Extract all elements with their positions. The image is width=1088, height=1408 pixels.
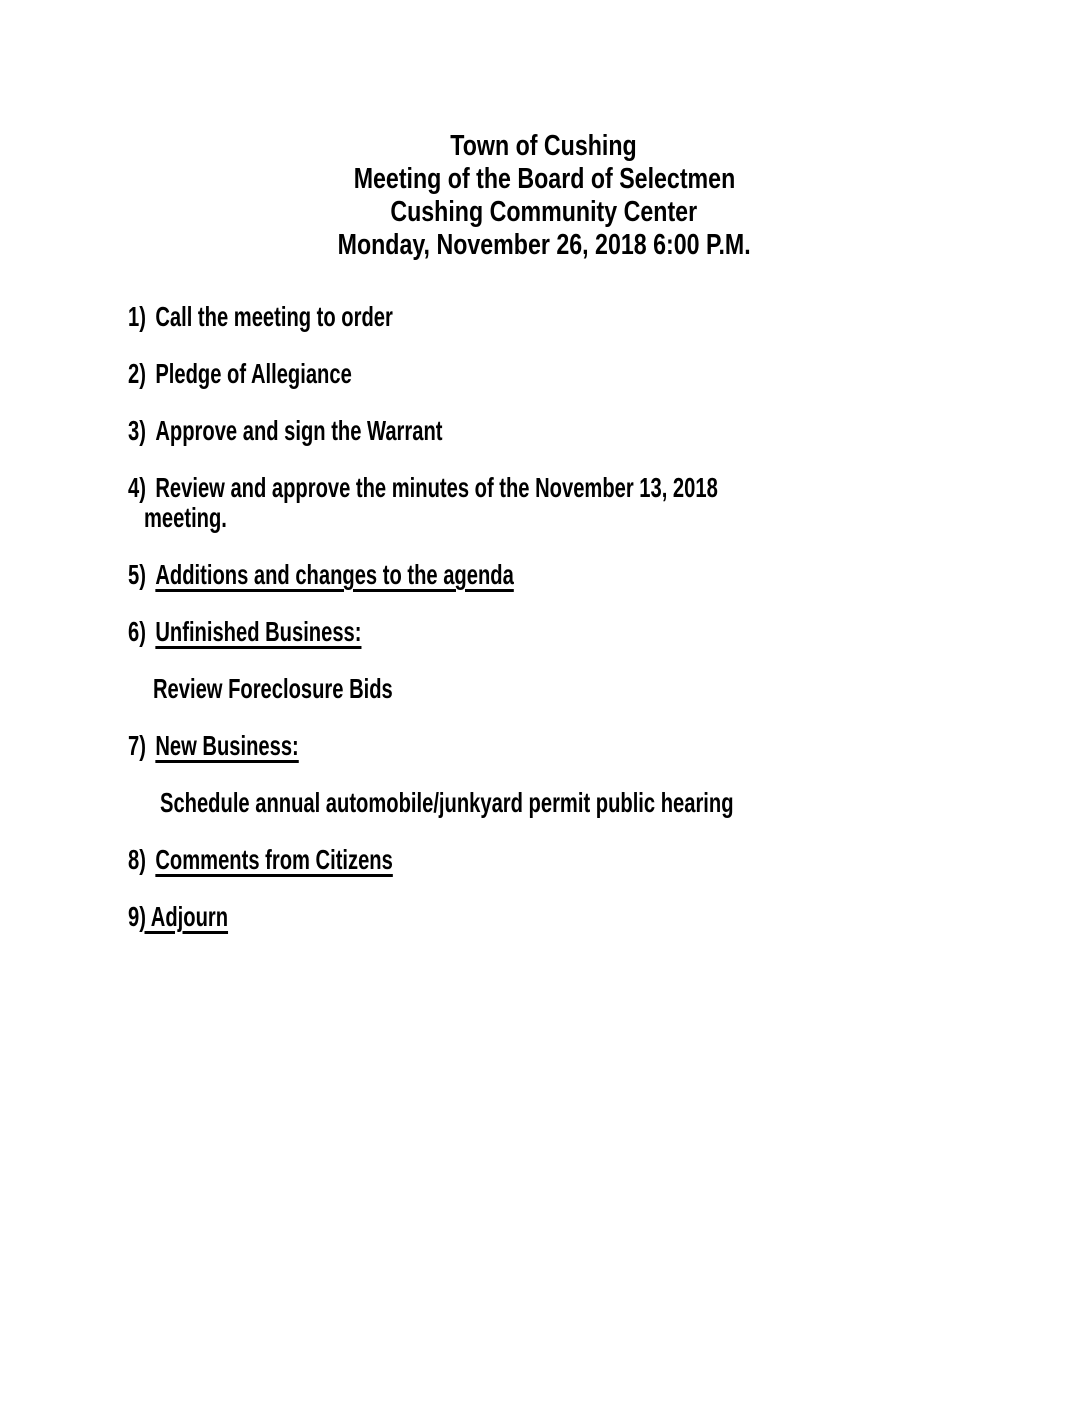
title-line-location [0, 196, 1088, 229]
agenda-item-4-continuation [0, 503, 1088, 533]
title-line-meeting-text: Meeting of the Board of Selectmen [353, 163, 735, 195]
agenda-item-9-text: ) Adjourn [139, 901, 229, 932]
agenda-item-2-number: 2) [128, 358, 146, 389]
agenda-item-7 [0, 731, 1088, 761]
document-title [0, 130, 1088, 262]
agenda-item-1 [0, 302, 1088, 332]
agenda-item-1-number: 1) [128, 301, 146, 332]
agenda-item-4-continuation-text: meeting. [144, 502, 227, 533]
agenda-item-6-sub-item [0, 674, 1088, 704]
agenda-item-3 [0, 416, 1088, 446]
agenda-item-7-sub-item-text: Schedule annual automobile/junkyard permit public hearing [160, 787, 734, 818]
agenda-item-8-number: 8) [128, 844, 146, 875]
title-line-town-text: Town of Cushing [450, 130, 638, 162]
agenda-item-2-text: Pledge of Allegiance [155, 358, 352, 389]
agenda-item-1-text: Call the meeting to order [155, 301, 393, 332]
agenda-item-6-number: 6) [128, 616, 146, 647]
agenda-item-6-text: Unfinished Business: [155, 616, 362, 647]
agenda-item-6 [0, 617, 1088, 647]
agenda-item-6-sub-item-text: Review Foreclosure Bids [153, 673, 393, 704]
agenda-item-3-number: 3) [128, 415, 146, 446]
title-line-location-text: Cushing Community Center [390, 196, 698, 228]
title-line-town [0, 130, 1088, 163]
agenda-list [0, 302, 1088, 932]
agenda-item-4-number: 4) [128, 472, 146, 503]
title-line-meeting [0, 163, 1088, 196]
agenda-item-5-number: 5) [128, 559, 146, 590]
agenda-item-7-number: 7) [128, 730, 146, 761]
agenda-item-8 [0, 845, 1088, 875]
agenda-item-2 [0, 359, 1088, 389]
title-line-datetime [0, 229, 1088, 262]
agenda-item-9 [0, 902, 1088, 932]
agenda-item-5 [0, 560, 1088, 590]
agenda-item-5-text: Additions and changes to the agenda [155, 559, 514, 590]
agenda-item-3-text: Approve and sign the Warrant [155, 415, 443, 446]
agenda-item-7-sub-item [0, 788, 1088, 818]
agenda-item-8-text: Comments from Citizens [155, 844, 393, 875]
agenda-item-9-number: 9 [128, 901, 140, 932]
agenda-item-4-text: Review and approve the minutes of the November 13, 2018 [155, 472, 718, 503]
title-line-datetime-text: Monday, November 26, 2018 6:00 P.M. [337, 229, 751, 261]
agenda-item-7-text: New Business: [155, 730, 299, 761]
agenda-item-4 [0, 473, 1088, 503]
